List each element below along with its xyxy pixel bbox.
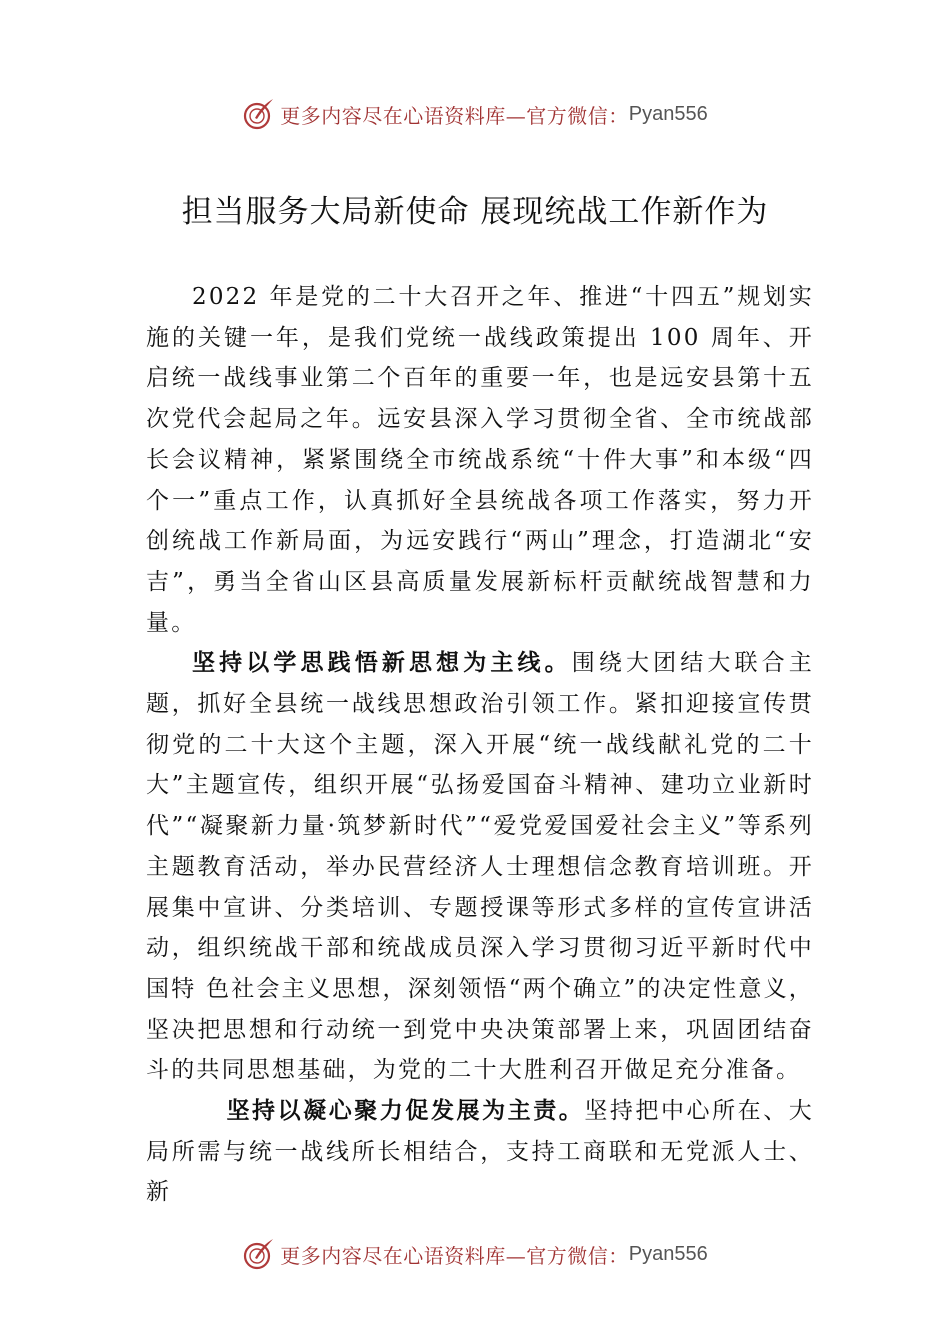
document-body [146,277,814,1213]
watermark-wechat-id: Pyan556 [628,1242,708,1265]
paragraph-1 [146,277,814,643]
watermark-banner-top [0,94,950,134]
quill-logo-icon [242,1237,276,1271]
paragraph-2 [146,643,814,1091]
paragraph-3 [146,1091,814,1213]
paragraph-2-lead: 坚持以学思践悟新思想为主线。 [192,649,572,677]
watermark-text: 更多内容尽在心语资料库—官方微信： [280,1243,629,1268]
paragraph-3-text: 坚持把中心所在、大局所需与统一战线所长相结合，支持工商联和无党派人士、新 [146,1098,814,1206]
watermark-text: 更多内容尽在心语资料库—官方微信： [280,103,629,128]
watermark-wechat-id: Pyan556 [628,102,708,125]
watermark-banner-bottom [0,1234,950,1274]
document-title: 担当服务大局新使命 展现统战工作新作为 [181,194,769,230]
quill-logo-icon [242,97,276,131]
paragraph-1-text: 2022 年是党的二十大召开之年、推进“十四五”规划实施的关键一年，是我们党统一战线政策提出 100 周年、开启统一战线事业第二个百年的重要一年，也是远安县第十五次党代会起局之年。远安县深入学习贯彻全省、全市统战部长会议精神，紧紧围绕全市统战系统“十件大事”和本级“四个一”重点工作，认真抓好全县统战各项工作落实，努力开创统战工作新局面，为远安践行“两山”理念，打造湖北“安吉”，勇当全省山区县高质量发展新标杆贡献统战智慧和力量。 [146,284,814,636]
paragraph-2-text: 围绕大团结大联合主题，抓好全县统一战线思想政治引领工作。紧扣迎接宣传贯彻党的二十大这个主题，深入开展“统一战线献礼党的二十大”主题宣传，组织开展“弘扬爱国奋斗精神、建功立业新时代”“凝聚新力量·筑梦新时代”“爱党爱国爱社会主义”等系列主题教育活动，举办民营经济人士理想信念教育培训班。开展集中宣讲、分类培训、专题授课等形式多样的宣传宣讲活动，组织统战干部和统战成员深入学习贯彻习近平新时代中国特 色社会主义思想，深刻领悟“两个确立”的决定性意义，坚决把思想和行动统一到党中央决策部署上来，巩固团结奋斗的共同思想基础，为党的二十大胜利召开做足充分准备。 [146,650,814,1084]
paragraph-3-lead: 坚持以凝心聚力促发展为主责。 [226,1097,585,1125]
